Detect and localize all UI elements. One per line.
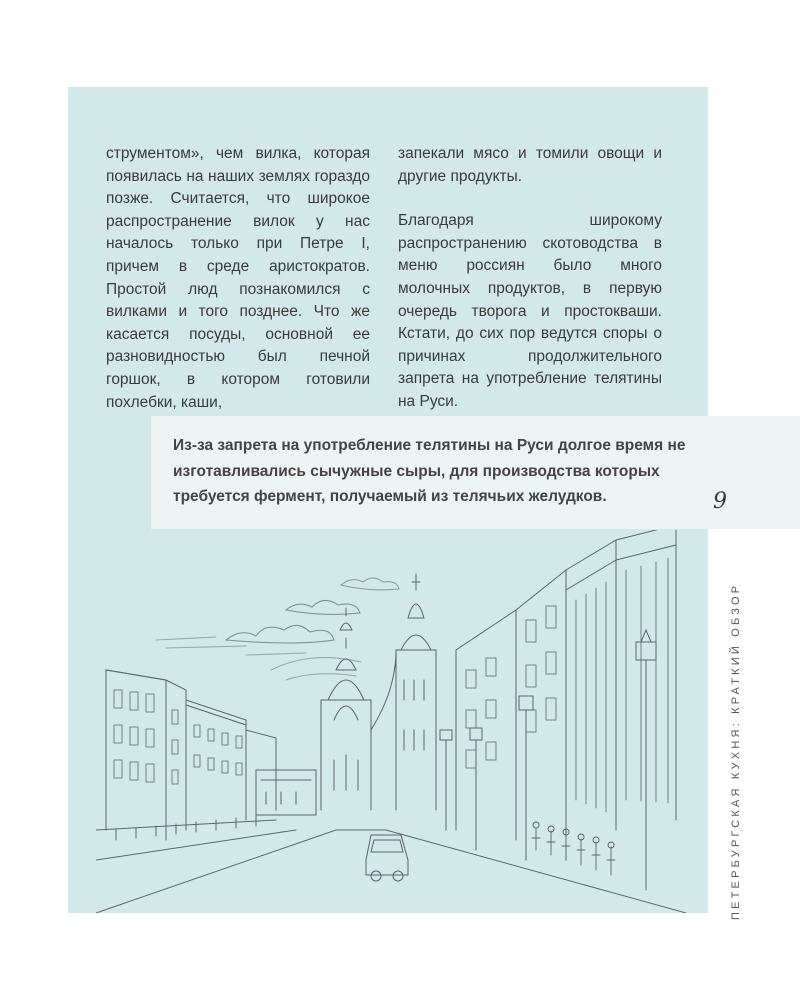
callout-box <box>151 416 800 529</box>
page-number: 9 <box>713 489 727 514</box>
city-sketch-illustration <box>96 530 686 913</box>
text-column-right <box>398 143 662 436</box>
callout-text: Из-за запрета на употребление телятины на Руси долгое время не изготавливались сычужные сыры, для производства которых требуется фермент, получаемый из телячьих желудков. <box>173 437 686 505</box>
text-column-left <box>106 143 370 436</box>
running-title: ПЕТЕРБУРГСКАЯ КУХНЯ: КРАТКИЙ ОБЗОР <box>730 582 742 920</box>
body-paragraph: запекали мясо и томили овощи и другие продукты. <box>398 145 662 185</box>
body-paragraph: струментом», чем вилка, которая появилась на наших землях гораздо позже. Считается, что широкое распространение вилок у нас началось только при Петре I, причем в среде аристократов. Простой люд познакомился с вилками и того позднее. Что же касается посуды, основной ее разновидностью был печной горшок, в котором готовили похлебки, каши, <box>106 145 370 411</box>
body-paragraph: Благодаря широкому распространению скотоводства в меню россиян было много молочных продуктов, в первую очередь творога и простокваши. Кстати, до сих пор ведутся споры о причинах продолжительного запрета на употребление телятины на Руси. <box>398 212 662 410</box>
